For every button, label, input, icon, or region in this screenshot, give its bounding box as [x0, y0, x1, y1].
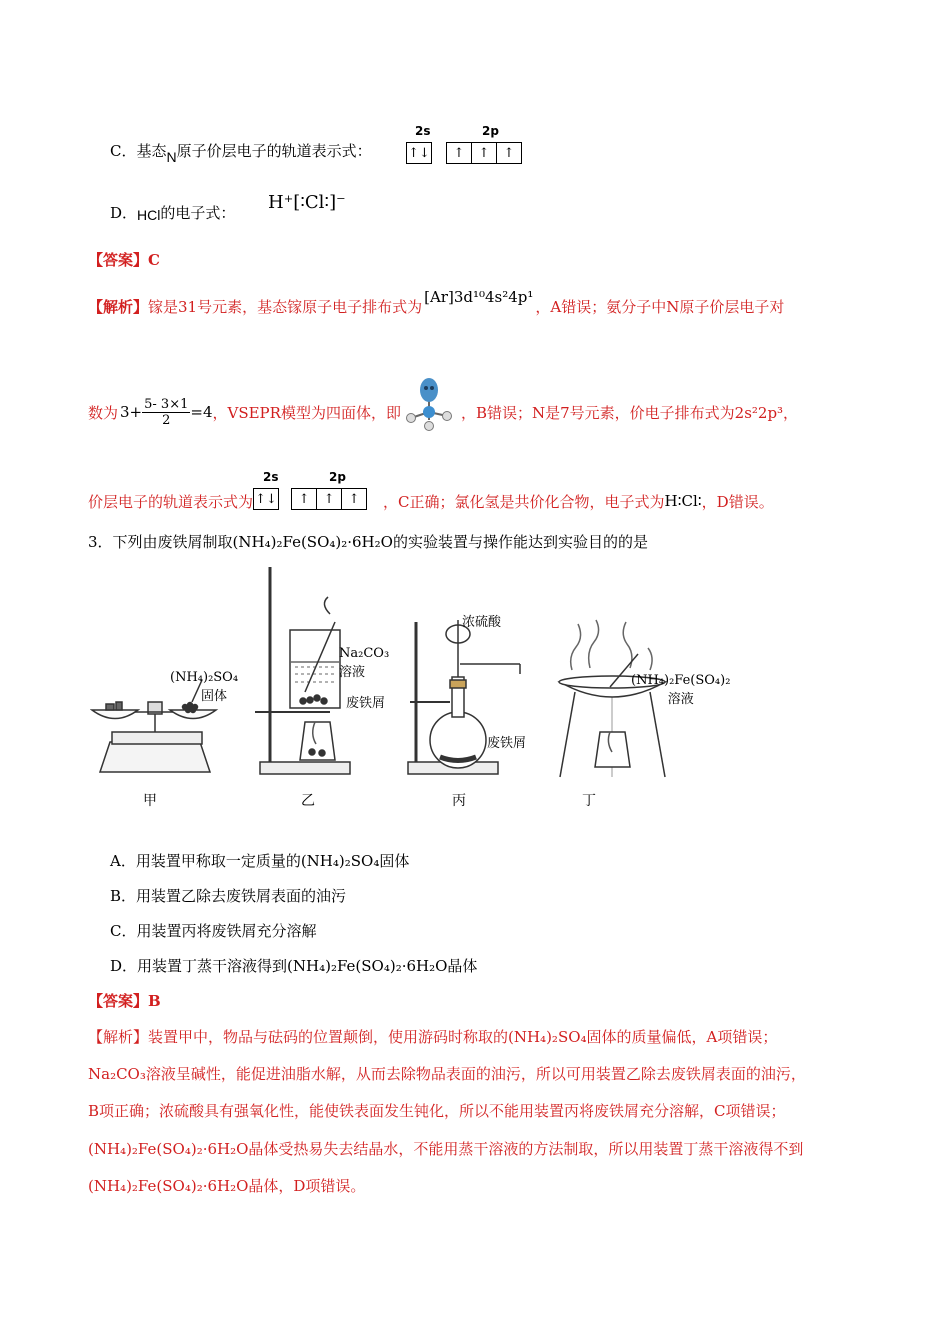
hcl-electron-formula: H∶Cl∶	[664, 492, 702, 510]
ding-label-solution: 溶液	[667, 692, 694, 707]
jia-label	[170, 670, 238, 704]
orbital-2p-label: 2p	[482, 124, 499, 138]
fraction-denominator: 2	[162, 412, 171, 428]
option-c-symbol: N	[166, 149, 177, 165]
option-d-electron-formula: H⁺[∶Cl∶]⁻	[268, 192, 346, 213]
q3-analysis-line2: Na₂CO₃溶液呈碱性，能促进油脂水解，从而去除物品表面的油污，所以可用装置乙除去废铁屑表面的油污，	[88, 1065, 806, 1083]
yi-label-solution: 溶液	[339, 665, 366, 680]
caption-ding: 丁	[582, 793, 596, 809]
frac-pre: 3+	[120, 403, 143, 421]
analysis-2p-label: 2p	[329, 470, 346, 484]
q3-analysis-line5: (NH₄)₂Fe(SO₄)₂·6H₂O晶体，D项错误。	[88, 1177, 366, 1195]
option-c-orbital-diagram	[406, 124, 536, 168]
yi-label	[339, 646, 389, 680]
q2-analysis-line1	[88, 288, 785, 317]
option-d-formula: HCl	[137, 207, 161, 223]
ga-config: [Ar]3d¹⁰4s²4p¹	[424, 288, 534, 306]
caption-yi: 乙	[301, 793, 315, 809]
fraction-numerator: 5- 3×1	[144, 396, 189, 412]
analysis-line3b: ，C正确；氯化氢是共价化合物，电子式为	[383, 492, 665, 511]
q3-option-b: B．用装置乙除去废铁屑表面的油污	[110, 887, 347, 905]
jia-label-solid: 固体	[201, 689, 228, 704]
ammonia-tetrahedral-model	[403, 376, 459, 432]
yi-label-scrap: 废铁屑	[346, 696, 386, 711]
ding-label	[631, 673, 730, 707]
q2-option-d	[110, 202, 235, 223]
orbital-2p-box: ↑ ↑ ↑	[446, 142, 522, 164]
q3-analysis-line4: (NH₄)₂Fe(SO₄)₂·6H₂O晶体受热易失去结晶水，不能用蒸干溶液的方法制取，所以用装置丁蒸干溶液得不到	[88, 1140, 804, 1158]
analysis-2s-label: 2s	[263, 470, 279, 484]
analysis-line3a: 价层电子的轨道表示式为	[88, 492, 254, 511]
q3-option-d: D．用装置丁蒸干溶液得到(NH₄)₂Fe(SO₄)₂·6H₂O晶体	[110, 957, 478, 975]
analysis-line3c: ，D错误。	[701, 492, 774, 511]
analysis-line2b: ，VSEPR模型为四面体，即	[212, 403, 401, 422]
analysis-tag: 【解析】	[88, 298, 149, 316]
jia-label-formula: (NH₄)₂SO₄	[170, 670, 239, 685]
q2-analysis-line2	[88, 384, 798, 440]
bing-label-acid: 浓硫酸	[462, 615, 502, 630]
orbital-2s-box: ↑↓	[406, 142, 432, 164]
analysis-line2c: ，B错误；N是7号元素，价电子排布式为2s²2p³，	[460, 403, 799, 422]
bing-label-scrap: 废铁屑	[487, 736, 527, 751]
option-d-prefix: D．	[110, 204, 138, 222]
orbital-2s-label: 2s	[415, 124, 431, 138]
ding-label-formula: (NH₄)₂Fe(SO₄)₂	[631, 673, 731, 688]
frac-post: =4	[190, 403, 213, 421]
q3-analysis-line1: 【解析】装置甲中，物品与砝码的位置颠倒，使用游码时称取的(NH₄)₂SO₄固体的质量偏低，A项错误；	[88, 1028, 778, 1046]
analysis-2p-box: ↑ ↑ ↑	[291, 488, 367, 510]
analysis-line1a: 镓是31号元素，基态镓原子电子排布式为	[148, 298, 423, 316]
vsepr-fraction	[142, 397, 190, 428]
option-d-suffix: 的电子式：	[160, 204, 236, 222]
caption-bing: 丙	[452, 793, 466, 809]
option-c-suffix: 原子价层电子的轨道表示式：	[176, 142, 372, 160]
q2-option-c	[110, 140, 372, 165]
q3-answer: 【答案】B	[88, 992, 161, 1010]
q3-analysis-line3: B项正确；浓硫酸具有强氧化性，能使铁表面发生钝化，所以不能用装置丙将废铁屑充分溶解，C项错误；	[88, 1102, 786, 1120]
q2-analysis-line3	[88, 470, 774, 520]
analysis-orbital-diagram	[253, 470, 383, 514]
caption-jia: 甲	[143, 793, 157, 809]
q3-stem: 3．下列由废铁屑制取(NH₄)₂Fe(SO₄)₂·6H₂O的实验装置与操作能达到实验目的的是	[88, 533, 648, 551]
analysis-line2a: 数为	[88, 403, 119, 422]
q3-option-c: C．用装置丙将废铁屑充分溶解	[110, 922, 317, 940]
analysis-line1b: ，A错误；氨分子中N原子价层电子对	[535, 298, 785, 316]
option-c-prefix: C．基态	[110, 142, 167, 160]
q3-option-a: A．用装置甲称取一定质量的(NH₄)₂SO₄固体	[110, 852, 410, 870]
yi-label-na2co3: Na₂CO₃	[339, 646, 390, 661]
analysis-2s-box: ↑↓	[253, 488, 279, 510]
beaker-apparatus	[255, 567, 350, 774]
q2-answer: 【答案】C	[88, 251, 160, 269]
